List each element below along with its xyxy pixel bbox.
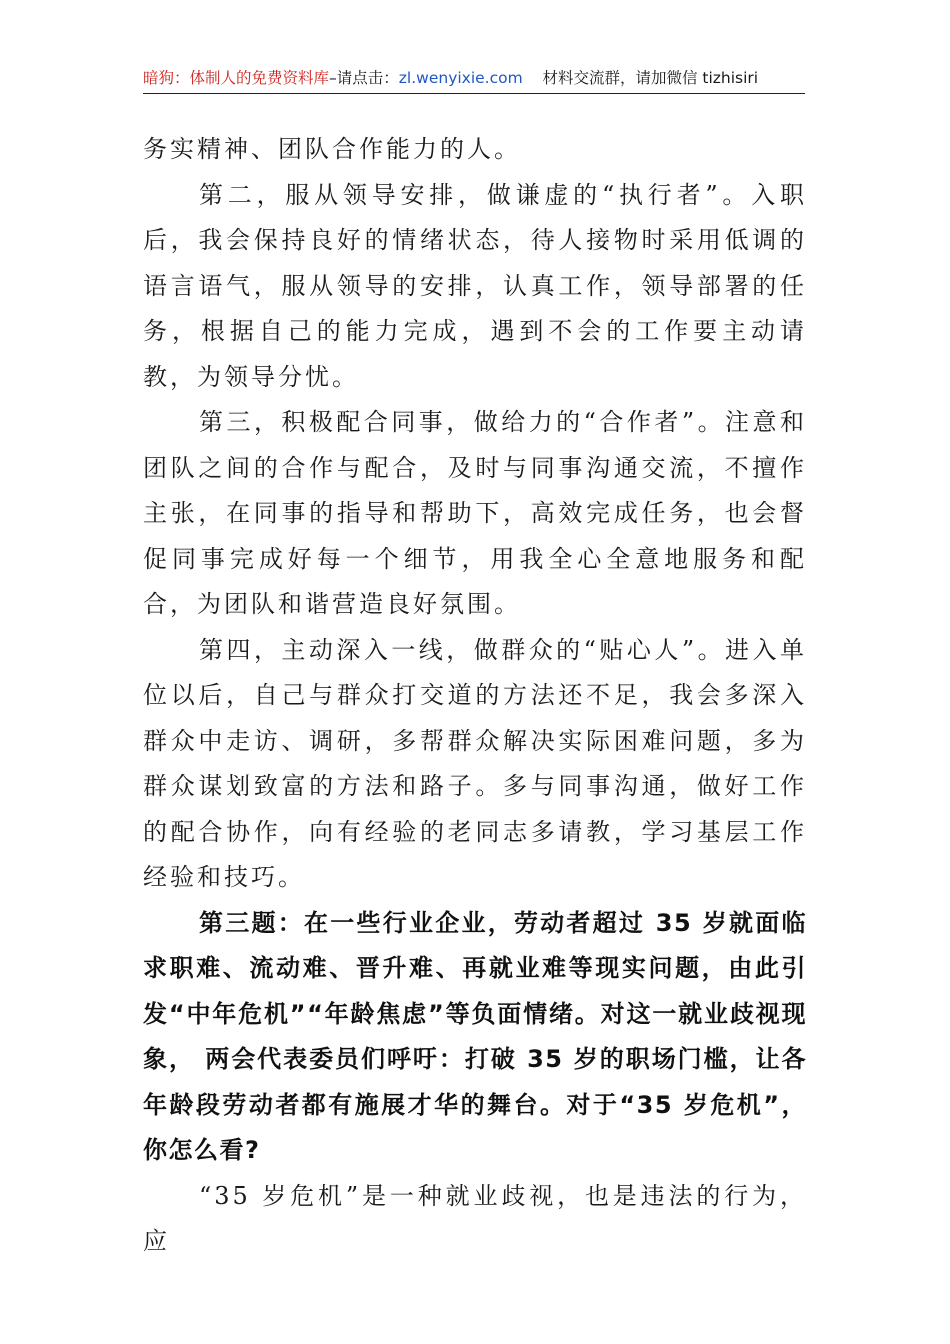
answer-start: “35 岁危机”是一种就业歧视，也是违法的行为，应 bbox=[143, 1181, 807, 1255]
paragraph-second-point: 第二，服从领导安排，做谦虚的“执行者”。入职后，我会保持良好的情绪状态，待人接物时采用低调的语言语气，服从领导的安排，认真工作，领导部署的任务，根据自己的能力完成，遇到不会的工作要主动请教，为领导分忧。 bbox=[143, 180, 807, 391]
paragraph-third-point: 第三，积极配合同事，做给力的“合作者”。注意和团队之间的合作与配合，及时与同事沟通交流，不擅作主张，在同事的指导和帮助下，高效完成任务，也会督促同事完成好每一个细节，用我全心全意地服务和配合，为团队和谐营造良好氛围。 bbox=[143, 408, 807, 618]
paragraph-continuation: 务实精神、团队合作能力的人。 bbox=[143, 135, 521, 163]
question-three: 第三题：在一些行业企业，劳动者超过 35 岁就面临求职难、流动难、晋升难、再就业难等现实问题，由此引发“中年危机”“年龄焦虑”等负面情绪。对这一就业歧视现象， 两会代表委员们呼吁：打破 35 岁的职场门槛，让各年龄段劳动者都有施展才华的舞台。对于“35 岁危机”，你怎么看? bbox=[143, 908, 807, 1164]
header-link[interactable]: zl.wenyixie.com bbox=[398, 69, 523, 87]
header-banner bbox=[143, 66, 805, 90]
header-brand: 暗狗：体制人的免费资料库 bbox=[143, 69, 330, 87]
header-click-prompt: –请点击： bbox=[329, 69, 399, 87]
header-contact: 材料交流群，请加微信 tizhisiri bbox=[542, 69, 759, 87]
document-body bbox=[143, 127, 807, 1265]
paragraph-fourth-point: 第四，主动深入一线，做群众的“贴心人”。进入单位以后，自己与群众打交道的方法还不足，我会多深入群众中走访、调研，多帮群众解决实际困难问题，多为群众谋划致富的方法和路子。多与同事沟通，做好工作的配合协作，向有经验的老同志多请教，学习基层工作经验和技巧。 bbox=[143, 635, 807, 891]
header-divider bbox=[143, 93, 805, 94]
